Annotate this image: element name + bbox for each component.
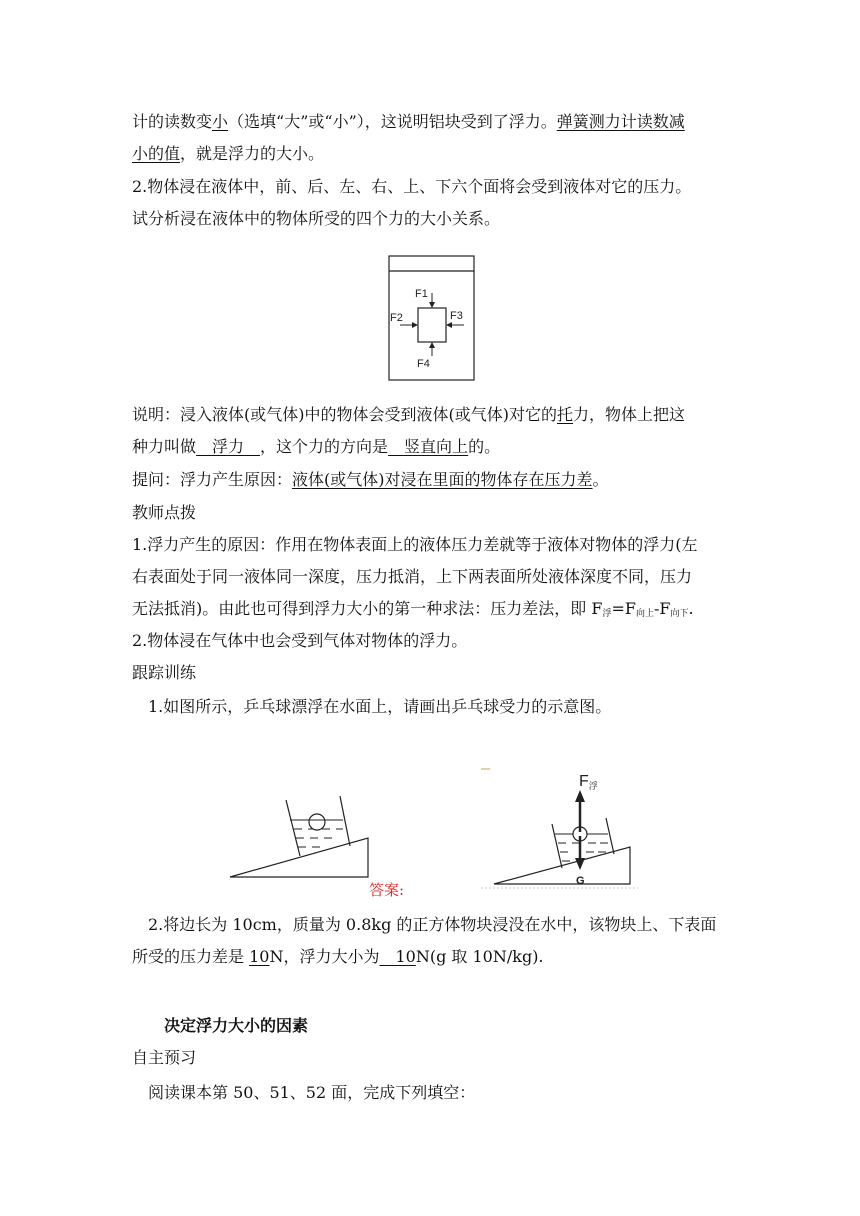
- text: 。: [592, 470, 609, 489]
- text: .: [688, 599, 694, 618]
- answer-forces-diagram: [478, 762, 640, 892]
- text: （选填“大”或“小”），这说明铝块受到了浮力。: [228, 112, 557, 131]
- text: 力，物体上把这: [573, 405, 686, 424]
- answer-10: 10: [379, 947, 416, 966]
- cup-left-wall: [552, 824, 562, 868]
- cup-left-wall: [286, 800, 300, 856]
- water-dashes: [294, 829, 343, 847]
- paragraph-cause: 1.浮力产生的原因：作用在物体表面上的液体压力差就等于液体对物体的浮力(左: [132, 535, 698, 554]
- gravity-arrowhead: [575, 858, 585, 870]
- text: 的。: [468, 437, 501, 456]
- f1-arrowhead: [429, 302, 435, 308]
- f3-arrowhead: [446, 322, 452, 328]
- text: 所受的压力差是: [132, 947, 250, 966]
- text: ，就是浮力的大小。: [180, 144, 325, 163]
- answer-buoyancy: 浮力: [196, 437, 261, 456]
- heading-factors: 决定浮力大小的因素: [164, 1016, 309, 1035]
- paragraph-reading-decrease: [132, 112, 685, 132]
- f4-arrowhead: [429, 342, 435, 348]
- text: N(g 取 10N/kg).: [415, 947, 544, 966]
- paragraph-explanation-cont: [132, 437, 500, 457]
- heading-tracking-training: 跟踪训练: [132, 663, 197, 682]
- answer-underlined: 小的值: [132, 144, 181, 163]
- paragraph-explanation: [132, 405, 685, 425]
- f4-label: F4: [417, 358, 430, 370]
- text: =F: [611, 599, 636, 618]
- paragraph-six-faces: 2.物体浸在液体中，前、后、左、右、上、下六个面将会受到液体对它的压力。: [132, 177, 692, 196]
- block: [418, 308, 446, 342]
- f-label: F浮: [579, 773, 598, 791]
- paragraph-cause-cont1: 右表面处于同一液体同一深度，压力抵消，上下两表面所处液体深度不同，压力: [132, 567, 693, 586]
- paragraph-gas-buoyancy: 2.物体浸在气体中也会受到气体对物体的浮力。: [132, 631, 468, 650]
- answer-label: 答案:: [369, 881, 405, 899]
- text: 说明：浸入液体(或气体)中的物体会受到液体(或气体)对它的: [132, 405, 557, 424]
- incline-cup-ball-diagram: [228, 790, 373, 882]
- buoyancy-arrowhead: [575, 790, 585, 802]
- cup-right-wall: [340, 796, 350, 846]
- subscript: 向下: [670, 609, 689, 619]
- paragraph-reading-task: 阅读课本第 50、51、52 面，完成下列填空：: [148, 1083, 476, 1102]
- heading-teacher-tips: 教师点拨: [132, 503, 197, 522]
- answer-small: 小: [212, 112, 229, 131]
- subscript: 向上: [635, 609, 654, 619]
- text: N，浮力大小为: [269, 947, 380, 966]
- text: -F: [653, 599, 671, 618]
- paragraph-reading-decrease-cont: [132, 144, 324, 164]
- f2-arrowhead: [412, 322, 418, 328]
- text: 种力叫做: [132, 437, 197, 456]
- question-1: 1.如图所示，乒乓球漂浮在水面上，请画出乒乓球受力的示意图。: [148, 697, 612, 716]
- answer-tuo: 托: [556, 405, 573, 424]
- text: ，这个力的方向是: [260, 437, 389, 456]
- ping-pong-ball: [309, 814, 325, 830]
- text: 计的读数变: [132, 112, 213, 131]
- question-2: 2.将边长为 10cm，质量为 0.8kg 的正方体物块浸没在水中，该物块上、下表面: [148, 915, 717, 934]
- g-label: G: [576, 875, 585, 887]
- cup-right-wall: [606, 818, 614, 854]
- incline: [230, 838, 368, 877]
- question-2-cont: [132, 947, 544, 967]
- paragraph-four-forces: 试分析浸在液体中的物体所受的四个力的大小关系。: [132, 209, 501, 228]
- answer-vertical-up: 竖直向上: [388, 437, 469, 456]
- text: 无法抵消)。由此也可得到浮力大小的第一种求法：压力差法，即 F: [132, 599, 603, 618]
- f3-label: F3: [450, 310, 463, 322]
- answer-10: 10: [249, 947, 270, 966]
- answer-pressure-difference: 液体(或气体)对浸在里面的物体存在压力差: [292, 470, 593, 489]
- f1-label: F1: [415, 288, 428, 300]
- paragraph-question: [132, 470, 609, 490]
- answer-underlined: 弹簧测力计读数减: [556, 112, 685, 131]
- paragraph-cause-cont2: [132, 599, 694, 624]
- forces-on-block-diagram: [388, 255, 476, 383]
- text: 提问：浮力产生原因：: [132, 470, 293, 489]
- f2-label: F2: [390, 312, 403, 324]
- heading-self-preview: 自主预习: [132, 1048, 197, 1067]
- subscript: 浮: [602, 609, 612, 619]
